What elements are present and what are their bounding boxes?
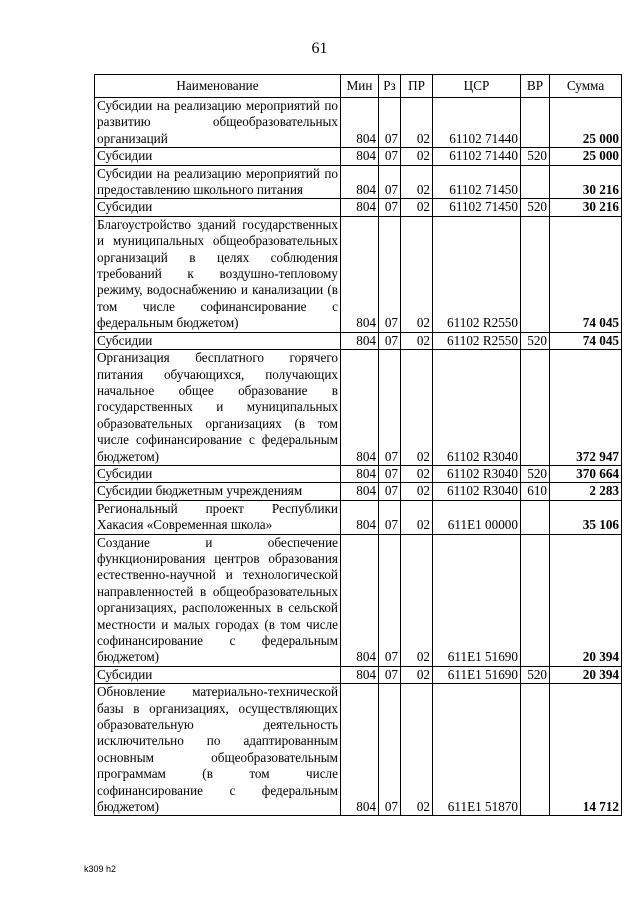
cell-min: 804 [341, 666, 379, 683]
cell-name: Региональный проект Республики Хакасия «Современная школа» [95, 500, 341, 534]
cell-min: 804 [341, 165, 379, 199]
cell-vr [521, 98, 550, 148]
cell-pr: 02 [401, 684, 433, 816]
table-row [95, 465, 622, 482]
cell-vr: 610 [521, 483, 550, 500]
cell-pr: 02 [401, 332, 433, 349]
cell-name: Субсидии на реализацию мероприятий по развитию общеобразовательных организаций [95, 98, 341, 148]
cell-pr: 02 [401, 148, 433, 165]
cell-rz: 07 [379, 165, 401, 199]
cell-pr: 02 [401, 165, 433, 199]
table-row [95, 483, 622, 500]
cell-sum: 372 947 [550, 350, 622, 466]
table-row [95, 534, 622, 666]
cell-csr: 61102 R3040 [433, 483, 521, 500]
table-row [95, 98, 622, 148]
cell-csr: 61102 71440 [433, 98, 521, 148]
cell-sum: 74 045 [550, 216, 622, 332]
header-name: Наименование [95, 75, 341, 98]
cell-name: Субсидии [95, 465, 341, 482]
cell-vr [521, 534, 550, 666]
cell-csr: 61102 71450 [433, 165, 521, 199]
cell-sum: 20 394 [550, 534, 622, 666]
cell-sum: 25 000 [550, 98, 622, 148]
cell-pr: 02 [401, 216, 433, 332]
cell-csr: 61102 R3040 [433, 350, 521, 466]
cell-vr: 520 [521, 666, 550, 683]
cell-sum: 30 216 [550, 165, 622, 199]
cell-rz: 07 [379, 350, 401, 466]
cell-rz: 07 [379, 465, 401, 482]
table-row [95, 684, 622, 816]
table-row [95, 148, 622, 165]
cell-rz: 07 [379, 332, 401, 349]
table-row [95, 666, 622, 683]
cell-vr [521, 500, 550, 534]
cell-sum: 20 394 [550, 666, 622, 683]
cell-rz: 07 [379, 483, 401, 500]
cell-min: 804 [341, 350, 379, 466]
budget-table [94, 74, 622, 816]
cell-pr: 02 [401, 465, 433, 482]
cell-rz: 07 [379, 148, 401, 165]
cell-csr: 611E1 51690 [433, 666, 521, 683]
cell-min: 804 [341, 684, 379, 816]
cell-pr: 02 [401, 666, 433, 683]
cell-name: Субсидии [95, 148, 341, 165]
cell-pr: 02 [401, 483, 433, 500]
cell-sum: 14 712 [550, 684, 622, 816]
cell-min: 804 [341, 483, 379, 500]
table-row [95, 165, 622, 199]
cell-name: Субсидии на реализацию мероприятий по предоставлению школьного питания [95, 165, 341, 199]
cell-csr: 611E1 00000 [433, 500, 521, 534]
cell-rz: 07 [379, 98, 401, 148]
cell-vr: 520 [521, 148, 550, 165]
cell-pr: 02 [401, 350, 433, 466]
header-csr: ЦСР [433, 75, 521, 98]
cell-name: Создание и обеспечение функционирования центров образования естественно-научной и технологической направленностей в общеобразовательных организациях, расположенных в сельской местности и малых городах (в том числе софинансирование с федеральным бюджетом) [95, 534, 341, 666]
cell-name: Субсидии [95, 332, 341, 349]
cell-vr: 520 [521, 332, 550, 349]
cell-vr: 520 [521, 199, 550, 216]
table-row [95, 500, 622, 534]
cell-csr: 61102 R2550 [433, 332, 521, 349]
cell-pr: 02 [401, 98, 433, 148]
cell-sum: 30 216 [550, 199, 622, 216]
cell-name: Благоустройство зданий государственных и муниципальных общеобразовательных организаций в целях соблюдения требований к воздушно-тепловому режиму, водоснабжению и канализации (в том числе софинансирование с федеральным бюджетом) [95, 216, 341, 332]
cell-min: 804 [341, 148, 379, 165]
cell-csr: 61102 R3040 [433, 465, 521, 482]
cell-min: 804 [341, 465, 379, 482]
header-vr: ВР [521, 75, 550, 98]
cell-rz: 07 [379, 199, 401, 216]
cell-pr: 02 [401, 534, 433, 666]
cell-sum: 2 283 [550, 483, 622, 500]
cell-name: Организация бесплатного горячего питания обучающихся, получающих начальное общее образование в государственных и муниципальных образовательных организациях (в том числе софинансирование с федеральным бюджетом) [95, 350, 341, 466]
cell-csr: 61102 71450 [433, 199, 521, 216]
cell-rz: 07 [379, 534, 401, 666]
cell-min: 804 [341, 332, 379, 349]
header-pr: ПР [401, 75, 433, 98]
cell-name: Субсидии [95, 199, 341, 216]
cell-sum: 35 106 [550, 500, 622, 534]
cell-vr [521, 165, 550, 199]
cell-csr: 611E1 51870 [433, 684, 521, 816]
cell-vr [521, 216, 550, 332]
header-sum: Сумма [550, 75, 622, 98]
cell-pr: 02 [401, 500, 433, 534]
cell-rz: 07 [379, 666, 401, 683]
cell-rz: 07 [379, 500, 401, 534]
cell-pr: 02 [401, 199, 433, 216]
table-row [95, 350, 622, 466]
cell-sum: 370 664 [550, 465, 622, 482]
cell-name: Обновление материально-технической базы в организациях, осуществляющих образовательную деятельность исключительно по адаптированным основным общеобразовательным программам (в том числе софинансирование с федеральным бюджетом) [95, 684, 341, 816]
cell-name: Субсидии [95, 666, 341, 683]
table-row [95, 332, 622, 349]
footer-code: k309 h2 [84, 864, 117, 874]
cell-min: 804 [341, 500, 379, 534]
cell-csr: 61102 71440 [433, 148, 521, 165]
cell-min: 804 [341, 216, 379, 332]
header-rz: Рз [379, 75, 401, 98]
cell-name: Субсидии бюджетным учреждениям [95, 483, 341, 500]
cell-min: 804 [341, 199, 379, 216]
cell-vr [521, 684, 550, 816]
header-min: Мин [341, 75, 379, 98]
cell-vr: 520 [521, 465, 550, 482]
table-row [95, 199, 622, 216]
table-header-row [95, 75, 622, 98]
cell-csr: 61102 R2550 [433, 216, 521, 332]
cell-rz: 07 [379, 216, 401, 332]
cell-sum: 25 000 [550, 148, 622, 165]
cell-min: 804 [341, 534, 379, 666]
cell-min: 804 [341, 98, 379, 148]
cell-rz: 07 [379, 684, 401, 816]
table-row [95, 216, 622, 332]
cell-csr: 611E1 51690 [433, 534, 521, 666]
cell-vr [521, 350, 550, 466]
cell-sum: 74 045 [550, 332, 622, 349]
page-number: 61 [311, 40, 328, 57]
